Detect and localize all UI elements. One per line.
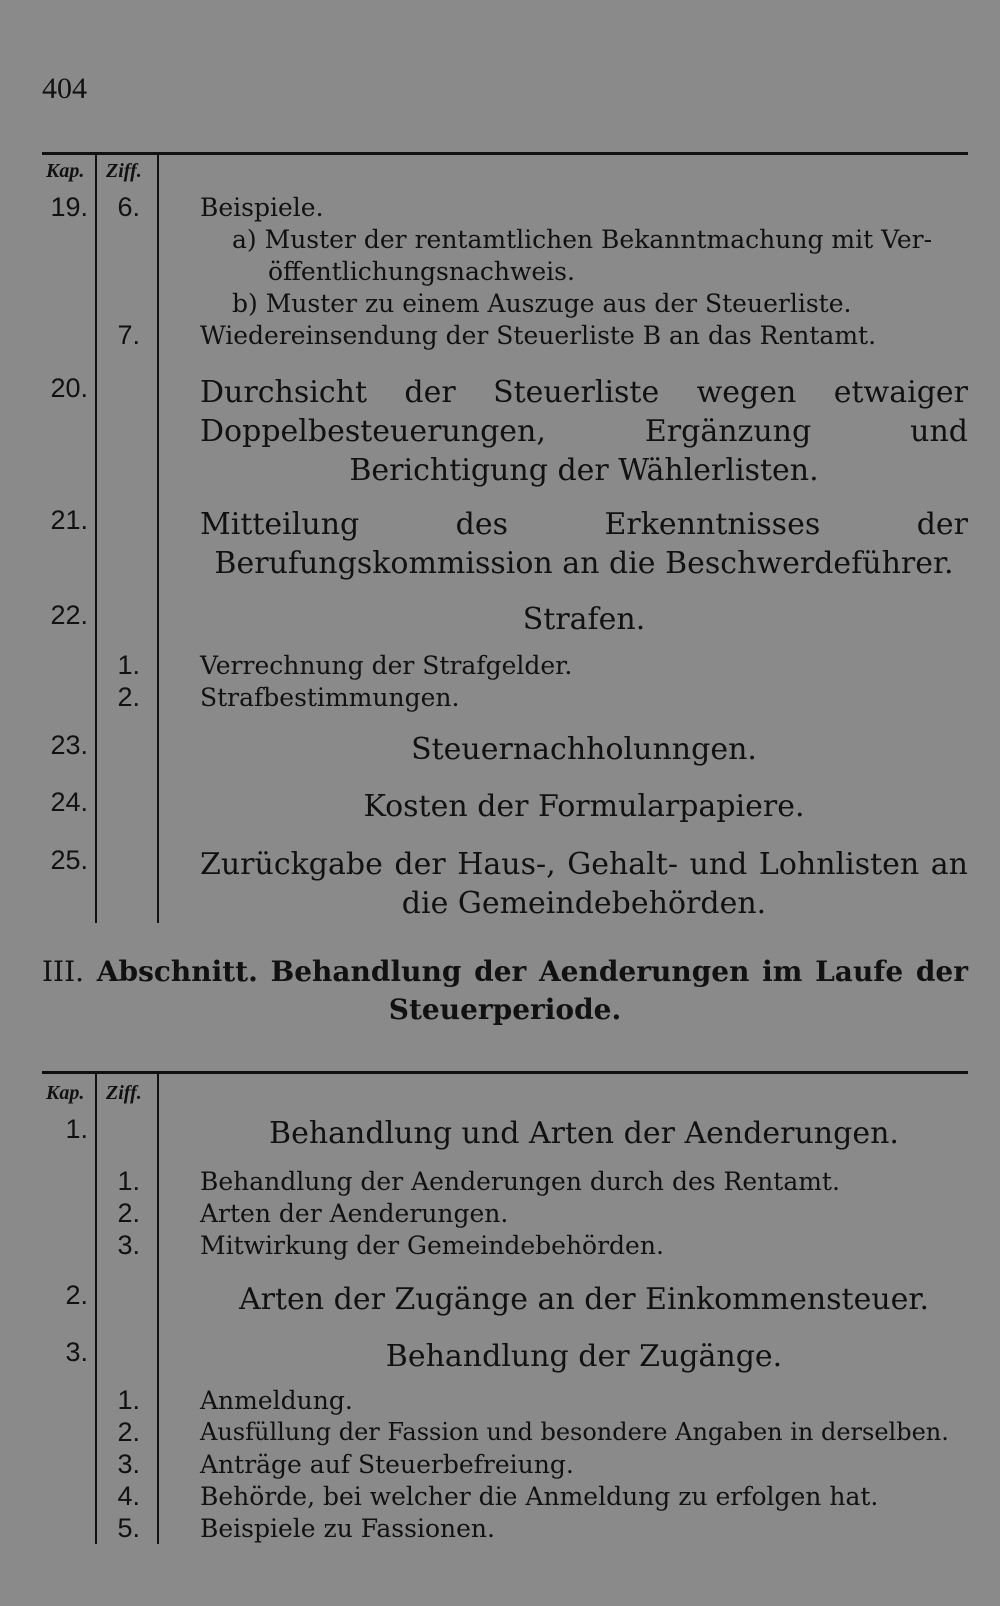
section-title-word: Behandlung	[270, 955, 462, 988]
section-title-word: Laufe	[815, 955, 904, 988]
chapter-heading: Kosten der Formularpapiere.	[363, 789, 805, 824]
ziff-number: 2.	[117, 682, 140, 712]
entry-text: Anmeldung.	[200, 1386, 353, 1415]
kap-number: 22.	[50, 600, 88, 630]
table1-col-ziff: Ziff.	[106, 160, 142, 182]
entry-text: Mitwirkung der Gemeindebehörden.	[200, 1231, 664, 1260]
page-number: 404	[42, 72, 87, 105]
ziff-number: 3.	[117, 1230, 140, 1260]
chapter-heading: Strafen.	[522, 602, 646, 637]
section-title	[42, 953, 968, 1029]
chapter-heading: Mitteilung des Erkenntnisses der Berufungskommission an die Beschwerdeführer.	[200, 507, 968, 581]
kap-number: 21.	[50, 505, 88, 535]
entry-text: Ausfüllung der Fassion und besondere Angaben in derselben.	[200, 1418, 949, 1446]
chapter-heading: Durchsicht der Steuerliste wegen etwaiger Doppelbesteuerungen, Ergänzung und Berichtigung der Wählerlisten.	[200, 375, 968, 488]
kap-number: 23.	[50, 730, 88, 760]
kap-number: 1.	[65, 1114, 88, 1144]
ziff-number: 6.	[117, 192, 140, 222]
ziff-number: 1.	[117, 650, 140, 680]
section-word: Abschnitt.	[96, 955, 258, 988]
entry-text: öffentlichungsnachweis.	[268, 257, 575, 286]
table2-col-ziff: Ziff.	[106, 1082, 142, 1104]
section-title-word: der	[474, 955, 527, 988]
ziff-number: 3.	[117, 1449, 140, 1479]
chapter-heading: Behandlung und Arten der Aenderungen.	[269, 1116, 899, 1151]
table1-ziff-divider	[157, 155, 159, 923]
table1-top-rule	[42, 152, 968, 155]
chapter-heading: Arten der Zugänge an der Einkommensteuer.	[238, 1282, 930, 1317]
ziff-number: 4.	[117, 1481, 140, 1511]
entry-text: Beispiele.	[200, 193, 324, 222]
ziff-number: 2.	[117, 1198, 140, 1228]
table1-col-kap: Kap.	[46, 160, 85, 182]
entry-text: Beispiele zu Fassionen.	[200, 1514, 495, 1543]
ziff-number: 1.	[117, 1385, 140, 1415]
kap-number: 2.	[65, 1280, 88, 1310]
entry-text: Arten der Aenderungen.	[200, 1199, 509, 1228]
table2-kap-divider	[95, 1074, 97, 1544]
kap-number: 24.	[50, 787, 88, 817]
table2-top-rule	[42, 1071, 968, 1074]
table2-col-kap: Kap.	[46, 1082, 85, 1104]
entry-text: Anträge auf Steuerbefreiung.	[200, 1450, 574, 1479]
entry-text: Wiedereinsendung der Steuerliste B an das Rentamt.	[200, 321, 877, 350]
kap-number: 25.	[50, 845, 88, 875]
ziff-number: 2.	[117, 1417, 140, 1447]
entry-text: Behörde, bei welcher die Anmeldung zu erfolgen hat.	[200, 1482, 879, 1511]
section-title-line2: Steuerperiode.	[388, 993, 622, 1026]
entry-text: a) Muster der rentamtlichen Bekanntmachung mit Ver-	[232, 225, 933, 254]
table1-kap-divider	[95, 155, 97, 923]
kap-number: 20.	[50, 373, 88, 403]
ziff-number: 1.	[117, 1166, 140, 1196]
kap-number: 19.	[50, 192, 88, 222]
section-title-word: im	[762, 955, 803, 988]
entry-text: Strafbestimmungen.	[200, 683, 460, 712]
section-title-word: der	[915, 955, 968, 988]
table2-ziff-divider	[157, 1074, 159, 1544]
section-title-word: Aenderungen	[538, 955, 750, 988]
ziff-number: 7.	[117, 320, 140, 350]
kap-number: 3.	[65, 1337, 88, 1367]
entry-text: b) Muster zu einem Auszuge aus der Steuerliste.	[232, 289, 852, 318]
chapter-heading: Zurückgabe der Haus-, Gehalt- und Lohnlisten an die Gemeindebehörden.	[200, 847, 968, 921]
chapter-heading: Steuernachholunngen.	[411, 732, 757, 767]
section-number: III.	[42, 955, 85, 988]
entry-text: Behandlung der Aenderungen durch des Rentamt.	[200, 1167, 840, 1196]
chapter-heading: Behandlung der Zugänge.	[385, 1339, 783, 1374]
entry-text: Verrechnung der Strafgelder.	[200, 651, 573, 680]
ziff-number: 5.	[117, 1513, 140, 1543]
